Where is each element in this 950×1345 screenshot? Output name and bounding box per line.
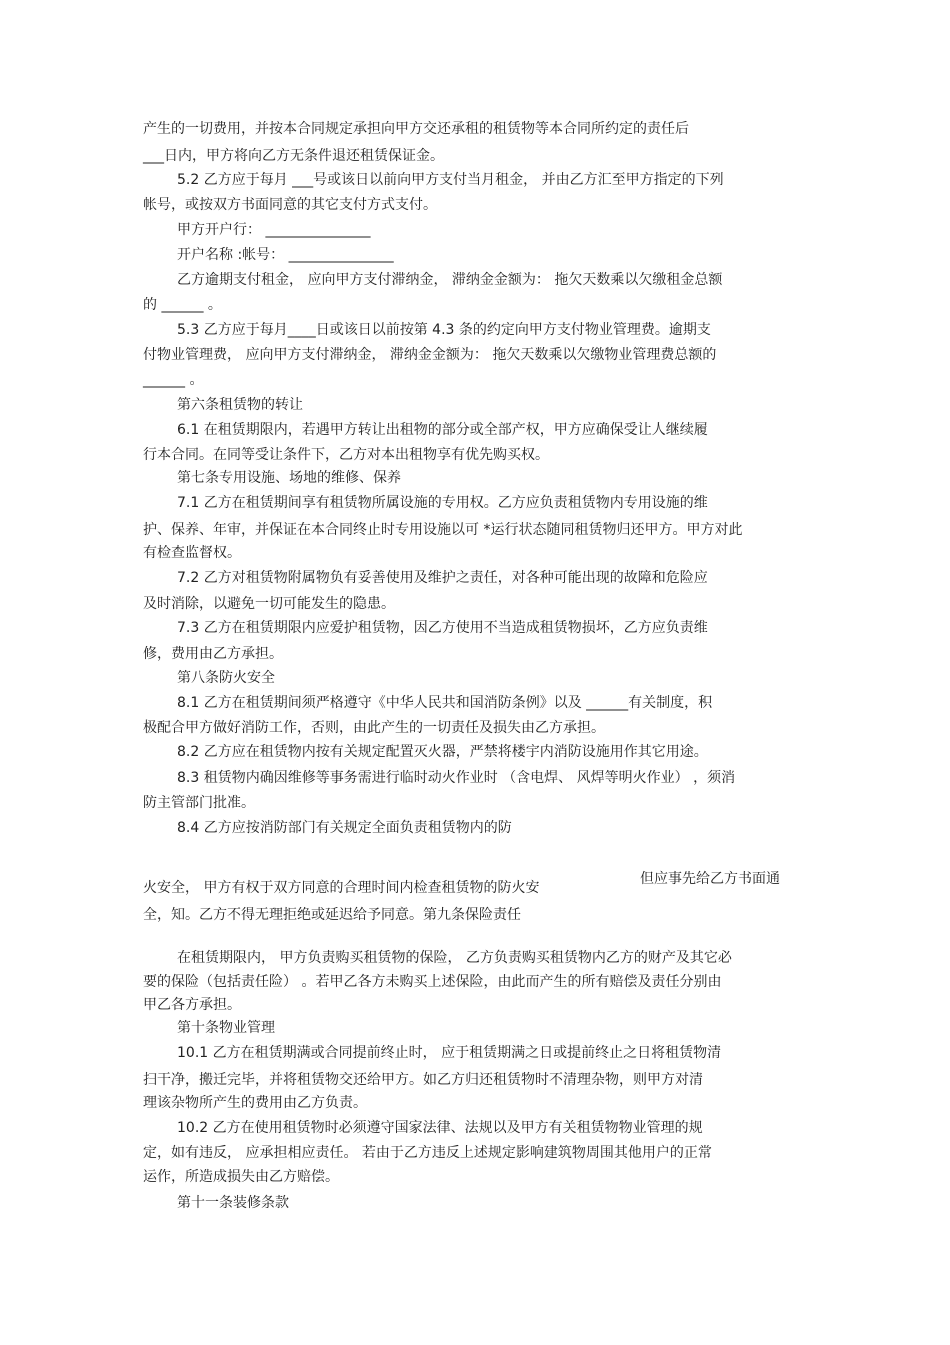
text-line: 在租赁期限内， 甲方负责购买租赁物的保险， 乙方负责购买租赁物内乙方的财产及其它必 <box>177 950 732 966</box>
text-line: 8.4 乙方应按消防部门有关规定全面负责租赁物内的防 <box>177 820 512 836</box>
text-line: 6.1 在租赁期限内，若遇甲方转让出租物的部分或全部产权，甲方应确保受让人继续履 <box>177 422 708 438</box>
text-line: 8.3 租赁物内确因维修等事务需进行临时动火作业时 （含电焊、 风焊等明火作业） ，须消 <box>177 770 736 786</box>
text-line: 产生的一切费用，并按本合同规定承担向甲方交还承租的租赁物等本合同所约定的责任后 <box>143 121 689 137</box>
text-line: 甲方开户行： _______________ <box>177 222 371 238</box>
text-line: 护、保养、年审，并保证在本合同终止时专用设施以可 *运行状态随同租赁物归还甲方。甲方对此 <box>143 522 743 538</box>
section-heading: 第八条防火安全 <box>177 670 275 686</box>
text-line: 有检查监督权。 <box>143 545 241 561</box>
text-line: 10.2 乙方在使用租赁物时必须遵守国家法律、法规以及甲方有关租赁物物业管理的规 <box>177 1120 703 1136</box>
text-line: 全，知。乙方不得无理拒绝或延迟给予同意。第九条保险责任 <box>143 907 521 923</box>
text-line: 7.3 乙方在租赁期限内应爱护租赁物，因乙方使用不当造成租赁物损坏，乙方应负责维 <box>177 620 708 636</box>
text-line: 但应事先给乙方书面通 <box>640 871 780 887</box>
text-line: 防主管部门批准。 <box>143 795 255 811</box>
section-heading: 第七条专用设施、场地的维修、保养 <box>177 470 401 486</box>
text-line: 付物业管理费， 应向甲方支付滞纳金， 滞纳金金额为： 拖欠天数乘以欠缴物业管理费总额的 <box>143 347 717 363</box>
text-line: 开户名称 :帐号： _______________ <box>177 247 394 263</box>
text-line: 的 ______ 。 <box>143 297 222 313</box>
text-line: 极配合甲方做好消防工作，否则，由此产生的一切责任及损失由乙方承担。 <box>143 720 605 736</box>
text-line: 行本合同。在同等受让条件下，乙方对本出租物享有优先购买权。 <box>143 447 549 463</box>
text-line: 7.2 乙方对租赁物附属物负有妥善使用及维护之责任，对各种可能出现的故障和危险应 <box>177 570 708 586</box>
text-line: 8.1 乙方在租赁期间须严格遵守《中华人民共和国消防条例》以及 ______有关制度，积 <box>177 695 713 711</box>
text-line: ___日内，甲方将向乙方无条件退还租赁保证金。 <box>143 148 444 164</box>
section-heading: 第六条租赁物的转让 <box>177 397 303 413</box>
text-line: 扫干净，搬迁完毕，并将租赁物交还给甲方。如乙方归还租赁物时不清理杂物，则甲方对清 <box>143 1072 703 1088</box>
text-line: 乙方逾期支付租金， 应向甲方支付滞纳金， 滞纳金金额为： 拖欠天数乘以欠缴租金总额 <box>177 272 723 288</box>
text-line: 修，费用由乙方承担。 <box>143 646 283 662</box>
section-heading: 第十条物业管理 <box>177 1020 275 1036</box>
section-heading: 第十一条装修条款 <box>177 1195 289 1211</box>
text-line: 5.3 乙方应于每月____日或该日以前按第 4.3 条的约定向甲方支付物业管理费。逾期支 <box>177 322 711 338</box>
text-line: 运作，所造成损失由乙方赔偿。 <box>143 1169 339 1185</box>
text-line: 8.2 乙方应在租赁物内按有关规定配置灭火器，严禁将楼宇内消防设施用作其它用途。 <box>177 744 708 760</box>
text-line: 要的保险（包括责任险） 。若甲乙各方未购买上述保险，由此而产生的所有赔偿及责任分别由 <box>143 974 722 990</box>
text-line: 甲乙各方承担。 <box>143 997 241 1013</box>
text-line: 及时消除，以避免一切可能发生的隐患。 <box>143 596 395 612</box>
text-line: 7.1 乙方在租赁期间享有租赁物所属设施的专用权。乙方应负责租赁物内专用设施的维 <box>177 495 708 511</box>
text-line: 5.2 乙方应于每月 ___号或该日以前向甲方支付当月租金， 并由乙方汇至甲方指定的下列 <box>177 172 724 188</box>
text-line: 理该杂物所产生的费用由乙方负责。 <box>143 1095 367 1111</box>
text-line: 火安全， 甲方有权于双方同意的合理时间内检查租赁物的防火安 <box>143 880 540 896</box>
text-line: 定，如有违反， 应承担相应责任。 若由于乙方违反上述规定影响建筑物周围其他用户的正常 <box>143 1145 712 1161</box>
text-line: ______ 。 <box>143 372 204 388</box>
text-line: 帐号，或按双方书面同意的其它支付方式支付。 <box>143 197 437 213</box>
text-line: 10.1 乙方在租赁期满或合同提前终止时， 应于租赁期满之日或提前终止之日将租赁物清 <box>177 1045 722 1061</box>
